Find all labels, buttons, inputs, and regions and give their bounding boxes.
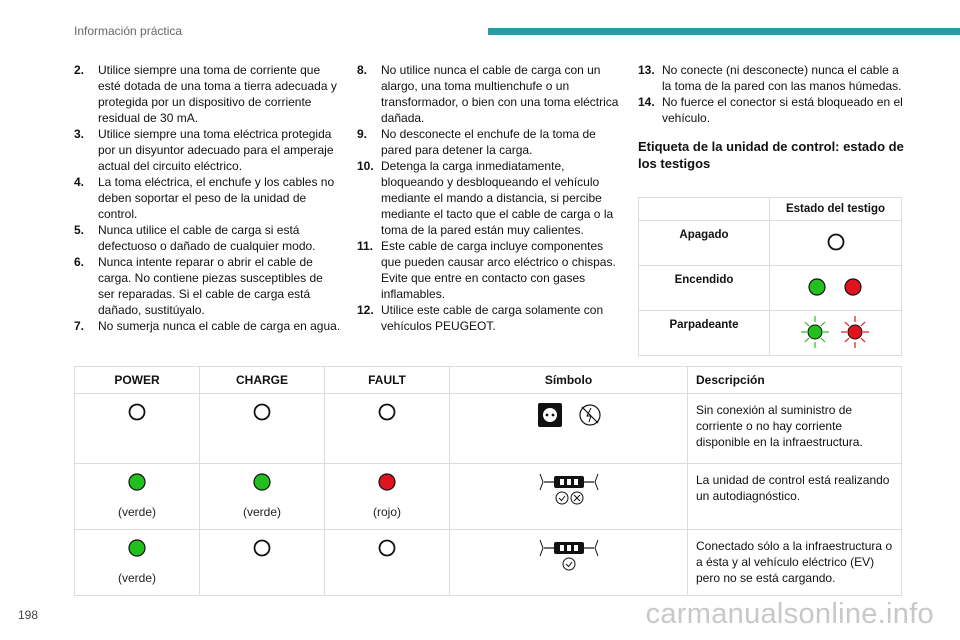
led-green-icon <box>127 538 147 558</box>
charging-cable-check-icon <box>534 472 604 506</box>
header-accent-bar <box>488 28 960 35</box>
description-cell: Sin conexión al suministro de corriente o no hay corriente disponible en la infraestructura. <box>688 394 902 464</box>
list-item <box>357 62 619 126</box>
item-text: La toma eléctrica, el enchufe y los cables no deben soportar el peso de la unidad de control. <box>98 175 335 221</box>
led-red-icon <box>377 472 397 492</box>
fault-cell <box>325 464 450 530</box>
list-item <box>357 126 619 158</box>
item-text: Nunca utilice el cable de carga si está defectuoso o dañado de cualquier modo. <box>98 223 316 253</box>
led-section-heading: Etiqueta de la unidad de control: estado de los testigos <box>638 139 904 171</box>
item-number: 14. <box>638 95 655 109</box>
item-number: 8. <box>357 63 368 77</box>
led-green-red-blinking-icon <box>770 311 902 356</box>
item-text: Utilice este cable de carga solamente con vehículos PEUGEOT. <box>381 303 604 333</box>
table-row <box>75 464 902 530</box>
no-power-socket-icon <box>534 402 604 428</box>
header-description: Descripción <box>688 367 902 394</box>
item-text: No conecte (ni desconecte) nunca el cable a la toma de la pared con las manos húmedas. <box>662 63 902 93</box>
instructions-column-1 <box>74 62 342 334</box>
item-number: 11. <box>357 239 374 253</box>
led-color-label: (verde) <box>117 571 156 585</box>
list-item <box>74 174 342 222</box>
item-text: Utilice siempre una toma de corriente que esté dotada de una toma a tierra adecuada y protegida por un dispositivo de corriente residual de 30 mA. <box>98 63 337 125</box>
charge-cell <box>200 394 325 464</box>
item-number: 2. <box>74 63 85 77</box>
led-green-red-on-icon <box>770 266 902 311</box>
fault-cell <box>325 394 450 464</box>
table-row <box>75 530 902 596</box>
table-header-row <box>639 198 902 221</box>
table-row <box>639 311 902 356</box>
led-green-icon <box>252 472 272 492</box>
table-row <box>75 394 902 464</box>
item-text: No fuerce el conector si está bloqueado en el vehículo. <box>662 95 903 125</box>
led-color-label: (rojo) <box>372 505 401 519</box>
item-number: 13. <box>638 63 655 77</box>
header-symbol: Símbolo <box>450 367 688 394</box>
led-color-label: (verde) <box>117 505 156 519</box>
led-state-label: Parpadeante <box>639 311 770 356</box>
item-number: 10. <box>357 159 374 173</box>
list-item <box>74 126 342 174</box>
item-text: Nunca intente reparar o abrir el cable de carga. No contiene piezas susceptibles de ser reparadas. Si el cable de carga está dañado, sustitúyalo. <box>98 255 323 317</box>
led-off-icon <box>770 221 902 266</box>
charging-status-table <box>74 366 902 596</box>
description-cell: La unidad de control está realizando un autodiagnóstico. <box>688 464 902 530</box>
list-item <box>74 254 342 318</box>
led-off-icon <box>127 402 147 422</box>
list-item <box>357 302 619 334</box>
item-text: Utilice siempre una toma eléctrica protegida por un disyuntor adecuado para el amperaje actual del circuito eléctrico. <box>98 127 334 173</box>
led-color-label: (verde) <box>242 505 281 519</box>
table-header-empty <box>639 198 770 221</box>
description-cell: Conectado sólo a la infraestructura o a ésta y al vehículo eléctrico (EV) pero no se está cargando. <box>688 530 902 596</box>
symbol-cell <box>450 394 688 464</box>
led-green-icon <box>127 472 147 492</box>
header-fault: FAULT <box>325 367 450 394</box>
item-text: No utilice nunca el cable de carga con un alargo, una toma multienchufe o un transformador, o bien con una toma eléctrica dañada. <box>381 63 619 125</box>
item-number: 12. <box>357 303 374 317</box>
list-item <box>638 62 904 94</box>
item-number: 9. <box>357 127 368 141</box>
instructions-column-3 <box>638 62 904 172</box>
fault-cell <box>325 530 450 596</box>
instructions-column-2 <box>357 62 619 334</box>
led-status-table <box>638 197 902 356</box>
header-power: POWER <box>75 367 200 394</box>
led-off-icon <box>377 402 397 422</box>
item-text: Detenga la carga inmediatamente, bloqueando y desbloqueando el vehículo mediante el mando a distancia, si percibe mediante el tacto que el cable de carga o la toma de la pared están muy calientes. <box>381 159 614 237</box>
charging-cable-connected-icon <box>534 538 604 572</box>
led-off-icon <box>252 538 272 558</box>
header-charge: CHARGE <box>200 367 325 394</box>
table-header-row <box>75 367 902 394</box>
table-row <box>639 266 902 311</box>
led-off-icon <box>252 402 272 422</box>
list-item <box>357 158 619 238</box>
charge-cell <box>200 530 325 596</box>
symbol-cell <box>450 530 688 596</box>
power-cell <box>75 464 200 530</box>
symbol-cell <box>450 464 688 530</box>
led-off-icon <box>377 538 397 558</box>
power-cell <box>75 530 200 596</box>
item-text: No desconecte el enchufe de la toma de pared para detener la carga. <box>381 127 596 157</box>
item-number: 4. <box>74 175 85 189</box>
list-item <box>74 222 342 254</box>
section-title: Información práctica <box>74 24 183 38</box>
item-number: 3. <box>74 127 85 141</box>
item-number: 5. <box>74 223 85 237</box>
list-item <box>638 94 904 126</box>
list-item <box>357 238 619 302</box>
list-item <box>74 318 342 334</box>
charge-cell <box>200 464 325 530</box>
watermark: carmanualsonline.info <box>645 598 934 630</box>
list-item <box>74 62 342 126</box>
item-number: 7. <box>74 319 85 333</box>
page-number: 198 <box>18 608 39 622</box>
table-row <box>639 221 902 266</box>
item-text: No sumerja nunca el cable de carga en agua. <box>98 319 341 333</box>
led-state-label: Apagado <box>639 221 770 266</box>
power-cell <box>75 394 200 464</box>
item-text: Este cable de carga incluye componentes que pueden causar arco eléctrico o chispas. Evite que entre en contacto con gases inflamables. <box>381 239 616 301</box>
table-header-led-state: Estado del testigo <box>770 198 902 221</box>
led-state-label: Encendido <box>639 266 770 311</box>
item-number: 6. <box>74 255 85 269</box>
